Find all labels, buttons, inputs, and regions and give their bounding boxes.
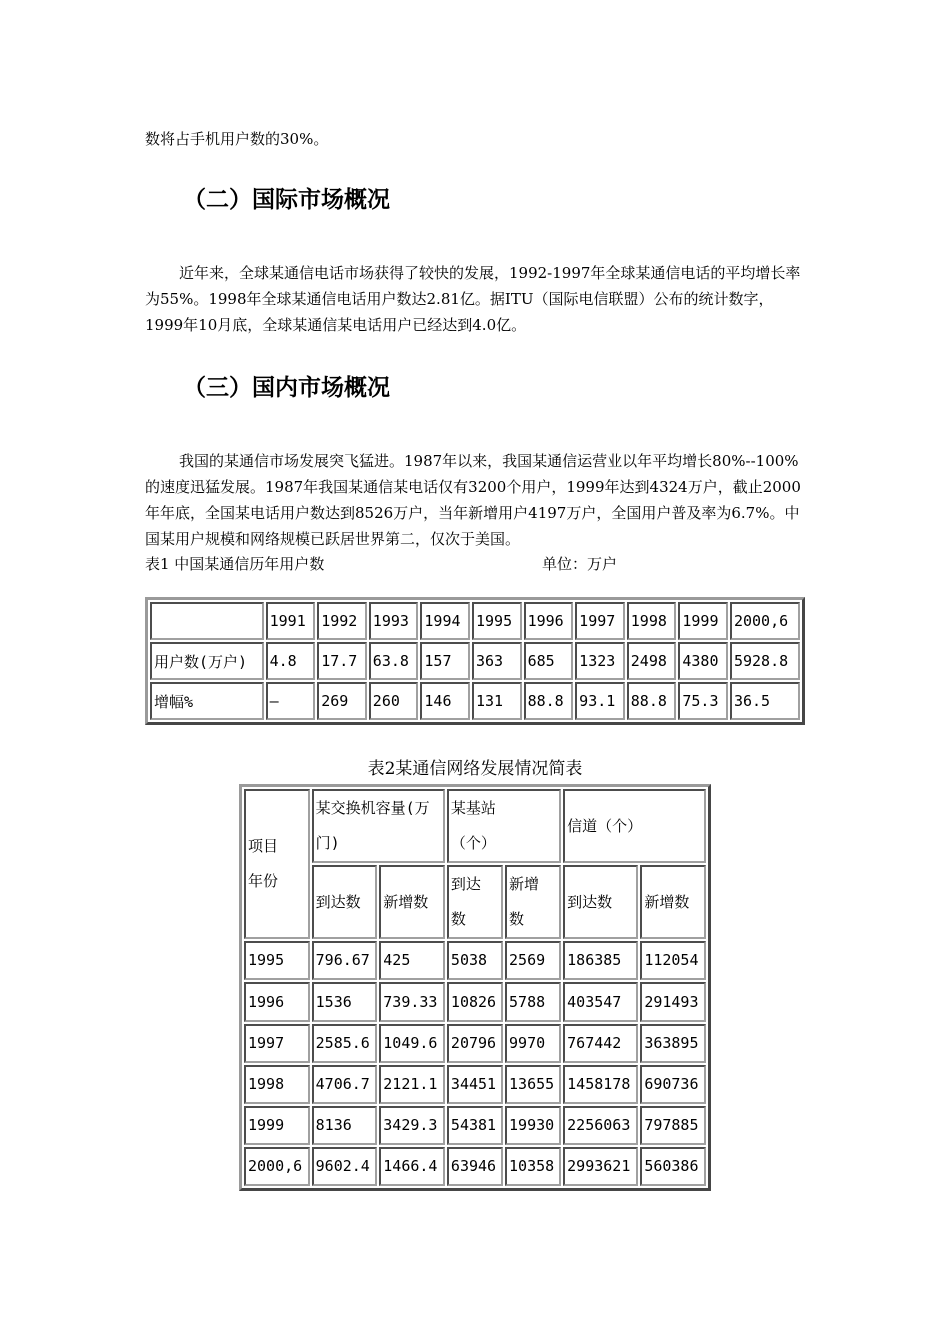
table-row [244, 1065, 706, 1104]
table-cell: 157 [420, 642, 470, 680]
table-cell: 4380 [678, 642, 728, 680]
table-cell: 1536 [312, 982, 378, 1021]
table-cell: 131 [472, 682, 522, 720]
table-cell: 9602.4 [312, 1147, 378, 1186]
table-cell: 2585.6 [312, 1024, 378, 1063]
section-heading-domestic: （三）国内市场概况 [183, 375, 390, 401]
table-cell: 2000,6 [730, 602, 800, 640]
table-cell [150, 602, 264, 640]
header-line: 门) [315, 834, 340, 853]
table-cell: 1996 [524, 602, 574, 640]
intro-tail-text: 数将占手机用户数的30%。 [145, 130, 329, 148]
table-cell: 739.33 [379, 982, 445, 1021]
table-cell: 63946 [447, 1147, 503, 1186]
table-cell: 1992 [317, 602, 367, 640]
user-count-table [145, 597, 805, 725]
section-heading-international: （二）国际市场概况 [183, 187, 390, 213]
table-cell: 5038 [447, 941, 503, 980]
table-cell: 9970 [505, 1024, 561, 1063]
base-station-header [447, 789, 561, 863]
table-cell: 1458178 [563, 1065, 638, 1104]
subheader-cell [447, 865, 503, 939]
table-cell: 2498 [627, 642, 677, 680]
header-line: 数 [509, 910, 525, 929]
table-cell: 560386 [640, 1147, 706, 1186]
table-cell: 17.7 [317, 642, 367, 680]
switch-capacity-header [312, 789, 445, 863]
table-cell: 54381 [447, 1106, 503, 1145]
table-cell: 1995 [244, 941, 310, 980]
table1-unit: 单位：万户 [542, 555, 618, 573]
table-cell: 3429.3 [379, 1106, 445, 1145]
corner-header-line: 项目 [248, 837, 279, 856]
table-cell: 425 [379, 941, 445, 980]
header-line: 数 [450, 910, 466, 929]
table-header-row [150, 602, 800, 640]
table-cell: 1049.6 [379, 1024, 445, 1063]
table-cell: 13655 [505, 1065, 561, 1104]
table-cell: 20796 [447, 1024, 503, 1063]
header-line: 某基站 [450, 799, 496, 818]
international-paragraph: 近年来，全球某通信电话市场获得了较快的发展，1992-1997年全球某通信电话的平均增长率为55%。1998年全球某通信电话用户数达2.81亿。据ITU（国际电信联盟）公布的统计数字，1999年10月底，全球某通信某电话用户已经达到4.0亿。 [145, 264, 801, 334]
table-cell: 10826 [447, 982, 503, 1021]
table-row [244, 1147, 706, 1186]
subheader-cell: 到达数 [563, 865, 638, 939]
table-cell: 4706.7 [312, 1065, 378, 1104]
table-cell: 291493 [640, 982, 706, 1021]
table-cell: 2121.1 [379, 1065, 445, 1104]
table-cell: 88.8 [627, 682, 677, 720]
table-cell: 1997 [575, 602, 625, 640]
table-row [150, 682, 800, 720]
table-cell: 93.1 [575, 682, 625, 720]
header-line: 某交换机容量(万 [315, 799, 430, 818]
table-cell: 用户数(万户) [150, 642, 264, 680]
table-cell: 2993621 [563, 1147, 638, 1186]
table-cell: 4.8 [266, 642, 316, 680]
table-cell: 1997 [244, 1024, 310, 1063]
table-cell: 796.67 [312, 941, 378, 980]
table-cell: 88.8 [524, 682, 574, 720]
table-cell: 146 [420, 682, 470, 720]
table-cell: 75.3 [678, 682, 728, 720]
corner-header-line: 年份 [248, 872, 279, 891]
table-cell: 363 [472, 642, 522, 680]
table1-caption [145, 553, 745, 574]
table-cell: — [266, 682, 316, 720]
table-header-row [244, 789, 706, 863]
table1-title: 表1 中国某通信历年用户数 [145, 555, 325, 573]
table-cell: 1994 [420, 602, 470, 640]
network-development-table [239, 784, 711, 1191]
table-row [244, 941, 706, 980]
subheader-cell [505, 865, 561, 939]
table-subheader-row [244, 865, 706, 939]
corner-header-cell [244, 789, 310, 939]
table-cell: 2256063 [563, 1106, 638, 1145]
table-cell: 403547 [563, 982, 638, 1021]
header-line: 新增 [509, 875, 540, 894]
table-cell: 685 [524, 642, 574, 680]
table-cell: 269 [317, 682, 367, 720]
table-cell: 1323 [575, 642, 625, 680]
subheader-cell: 到达数 [312, 865, 378, 939]
table-cell: 5928.8 [730, 642, 800, 680]
table-row [244, 1024, 706, 1063]
table-cell: 112054 [640, 941, 706, 980]
header-line: （个） [450, 834, 496, 853]
table-cell: 186385 [563, 941, 638, 980]
table-cell: 690736 [640, 1065, 706, 1104]
table-cell: 2000,6 [244, 1147, 310, 1186]
table-cell: 8136 [312, 1106, 378, 1145]
table-cell: 1991 [266, 602, 316, 640]
table-cell: 1998 [627, 602, 677, 640]
table-cell: 34451 [447, 1065, 503, 1104]
table-cell: 1466.4 [379, 1147, 445, 1186]
table-cell: 63.8 [369, 642, 419, 680]
table-cell: 363895 [640, 1024, 706, 1063]
table-row [150, 642, 800, 680]
subheader-cell: 新增数 [640, 865, 706, 939]
table-cell: 10358 [505, 1147, 561, 1186]
subheader-cell: 新增数 [379, 865, 445, 939]
table-cell: 767442 [563, 1024, 638, 1063]
table-cell: 1995 [472, 602, 522, 640]
channel-header: 信道（个） [563, 789, 706, 863]
table-cell: 1996 [244, 982, 310, 1021]
table-cell: 1999 [678, 602, 728, 640]
table-cell: 2569 [505, 941, 561, 980]
table-cell: 1993 [369, 602, 419, 640]
table2-caption: 表2某通信网络发展情况简表 [367, 759, 583, 779]
table-cell: 797885 [640, 1106, 706, 1145]
header-line: 到达 [450, 875, 481, 894]
table-cell: 1998 [244, 1065, 310, 1104]
table-row [244, 982, 706, 1021]
table-cell: 19930 [505, 1106, 561, 1145]
table-cell: 增幅% [150, 682, 264, 720]
domestic-paragraph: 我国的某通信市场发展突飞猛进。1987年以来，我国某通信运营业以年平均增长80%--100%的速度迅猛发展。1987年我国某通信某电话仅有3200个用户，1999年达到4324万户，截止2000年年底，全国某电话用户数达到8526万户，当年新增用户4197万户，全国用户普及率为6.7%。中国某用户规模和网络规模已跃居世界第二，仅次于美国。 [145, 452, 801, 548]
table-row [244, 1106, 706, 1145]
table-cell: 1999 [244, 1106, 310, 1145]
table-cell: 5788 [505, 982, 561, 1021]
table-cell: 36.5 [730, 682, 800, 720]
table-cell: 260 [369, 682, 419, 720]
